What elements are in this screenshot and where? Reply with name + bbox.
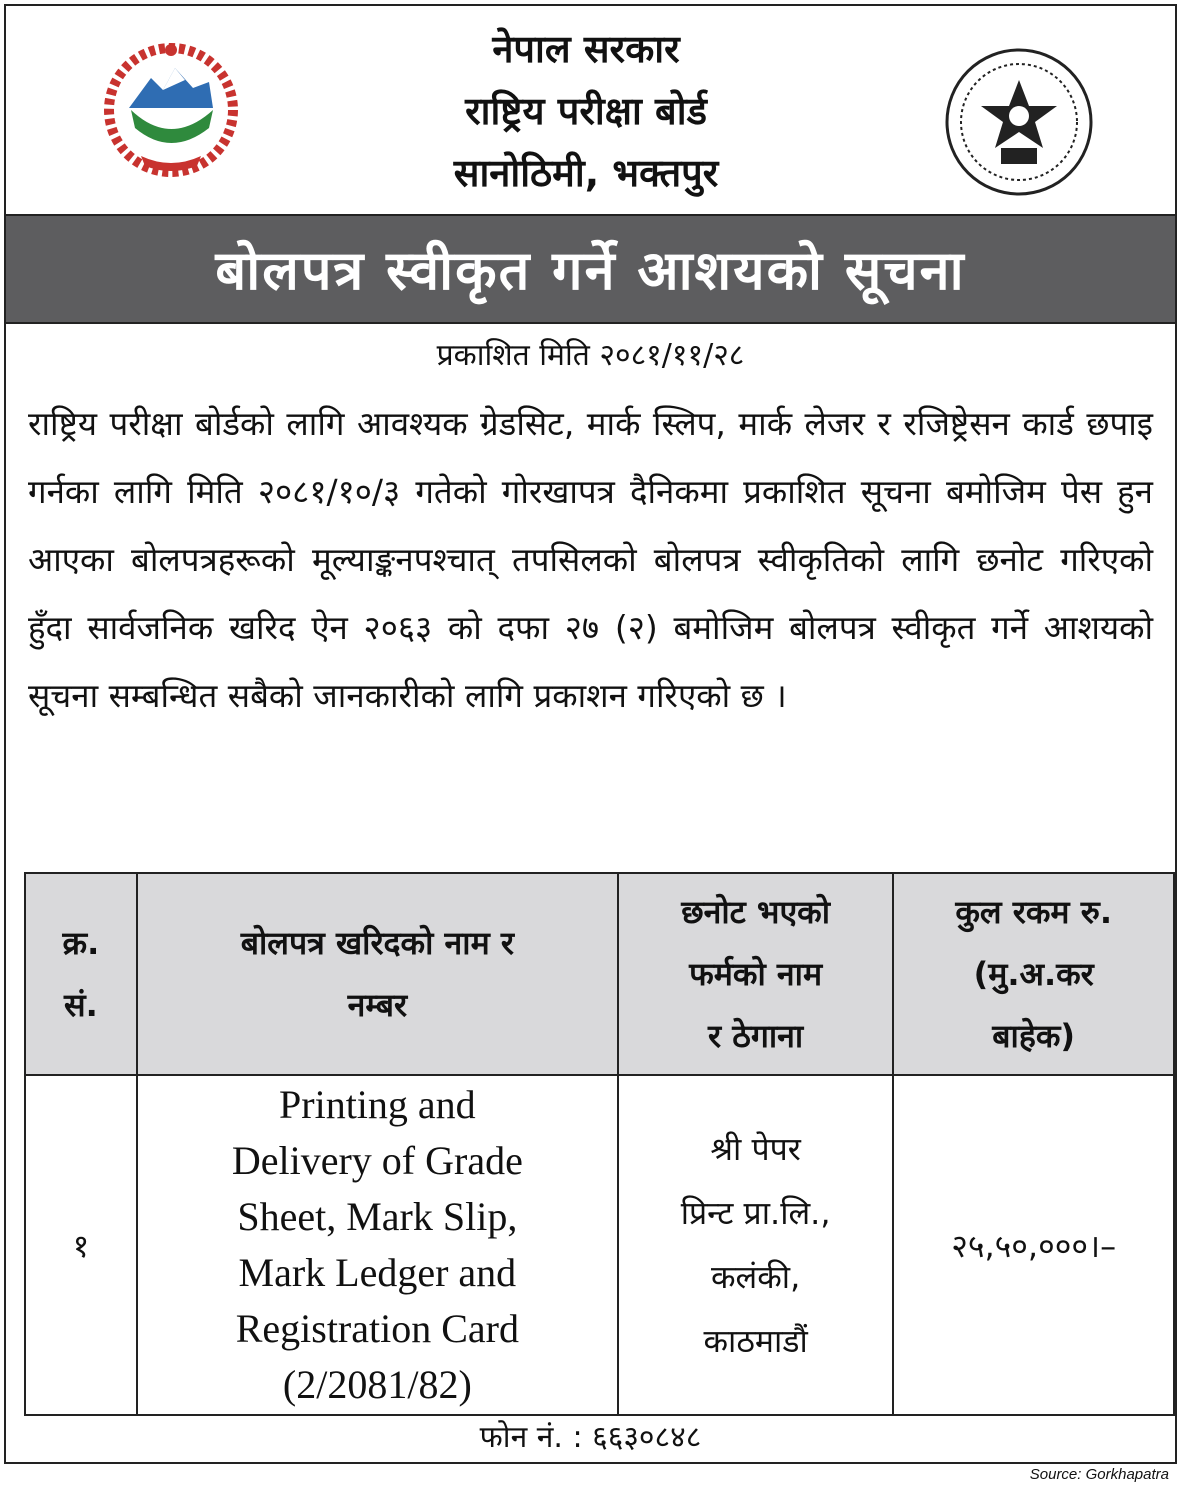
cell-selected-firm bbox=[618, 1075, 893, 1415]
procurement-name-line: Mark Ledger and bbox=[238, 1250, 517, 1295]
procurement-number: (2/2081/82) bbox=[282, 1362, 472, 1407]
header-firm-line: फर्मको नाम bbox=[689, 955, 823, 993]
nepal-government-emblem-icon bbox=[101, 38, 241, 178]
header-firm-line: छनोट भएको bbox=[681, 893, 831, 931]
header-serial-line: सं. bbox=[64, 986, 98, 1024]
firm-name-line: श्री पेपर bbox=[710, 1130, 801, 1168]
notice-body: राष्ट्रिय परीक्षा बोर्डको लागि आवश्यक ग्रेडसिट, मार्क स्लिप, मार्क लेजर र रजिष्ट्रेसन कार्ड छपाइ गर्नका लागि मिति २०८१/१०/३ गतेको गोरखापत्र दैनिकमा प्रकाशित सूचना बमोजिम पेस हुन आएका बोलपत्रहरूको मूल्याङ्कनपश्चात् तपसिलको बोलपत्र स्वीकृतिको लागि छनोट गरिएको हुँदा सार्वजनिक खरिद ऐन २०६३ को दफा २७ (२) बमोजिम बोलपत्र स्वीकृत गर्ने आशयको सूचना सम्बन्धित सबैको जानकारीको लागि प्रकाशन गरिएको छ । bbox=[28, 404, 1153, 715]
notice-header bbox=[6, 6, 1175, 214]
header-firm-line: र ठेगाना bbox=[708, 1017, 804, 1055]
header-amount-line: (मु.अ.कर bbox=[973, 955, 1094, 993]
procurement-name-line: Sheet, Mark Slip, bbox=[237, 1194, 518, 1239]
issuer-government: नेपाल सरकार bbox=[492, 27, 680, 71]
header-name-line: बोलपत्र खरिदको नाम र bbox=[240, 924, 514, 962]
procurement-name-line: Registration Card bbox=[235, 1306, 519, 1351]
phone-number: फोन नं. : ६६३०८४८ bbox=[479, 1420, 702, 1455]
published-date: प्रकाशित मिति २०८१/११/२८ bbox=[436, 338, 745, 373]
header-serial-line: क्र. bbox=[62, 924, 100, 962]
issuer-board: राष्ट्रिय परीक्षा बोर्ड bbox=[465, 89, 707, 133]
header-amount-line: कुल रकम रु. bbox=[955, 893, 1112, 931]
award-table bbox=[24, 872, 1175, 1416]
notice-title: बोलपत्र स्वीकृत गर्ने आशयको सूचना bbox=[6, 214, 1175, 324]
firm-address-line: कलंकी, bbox=[710, 1258, 801, 1296]
source-credit: Source: Gorkhapatra bbox=[1029, 1466, 1169, 1483]
header-selected-firm bbox=[618, 873, 893, 1075]
firm-address-line: काठमाडौं bbox=[703, 1322, 808, 1360]
cell-procurement-name bbox=[137, 1075, 618, 1415]
table-row bbox=[25, 1075, 1174, 1415]
header-total-amount bbox=[893, 873, 1174, 1075]
firm-name-line: प्रिन्ट प्रा.लि., bbox=[680, 1194, 831, 1232]
issuer-block bbox=[286, 18, 886, 204]
issuer-address: सानोठिमी, भक्तपुर bbox=[453, 151, 719, 195]
procurement-name-line: Printing and bbox=[279, 1082, 476, 1127]
header-serial-number bbox=[25, 873, 137, 1075]
board-seal-icon bbox=[941, 44, 1097, 200]
header-procurement-name bbox=[137, 873, 618, 1075]
procurement-name-line: Delivery of Grade bbox=[231, 1138, 523, 1183]
header-name-line: नम्बर bbox=[347, 986, 408, 1024]
cell-total-amount: २५,५०,०००।– bbox=[893, 1075, 1174, 1415]
cell-serial-number: १ bbox=[25, 1075, 137, 1415]
table-header-row bbox=[25, 873, 1174, 1075]
notice-frame bbox=[4, 4, 1177, 1464]
header-amount-line: बाहेक) bbox=[992, 1017, 1076, 1055]
